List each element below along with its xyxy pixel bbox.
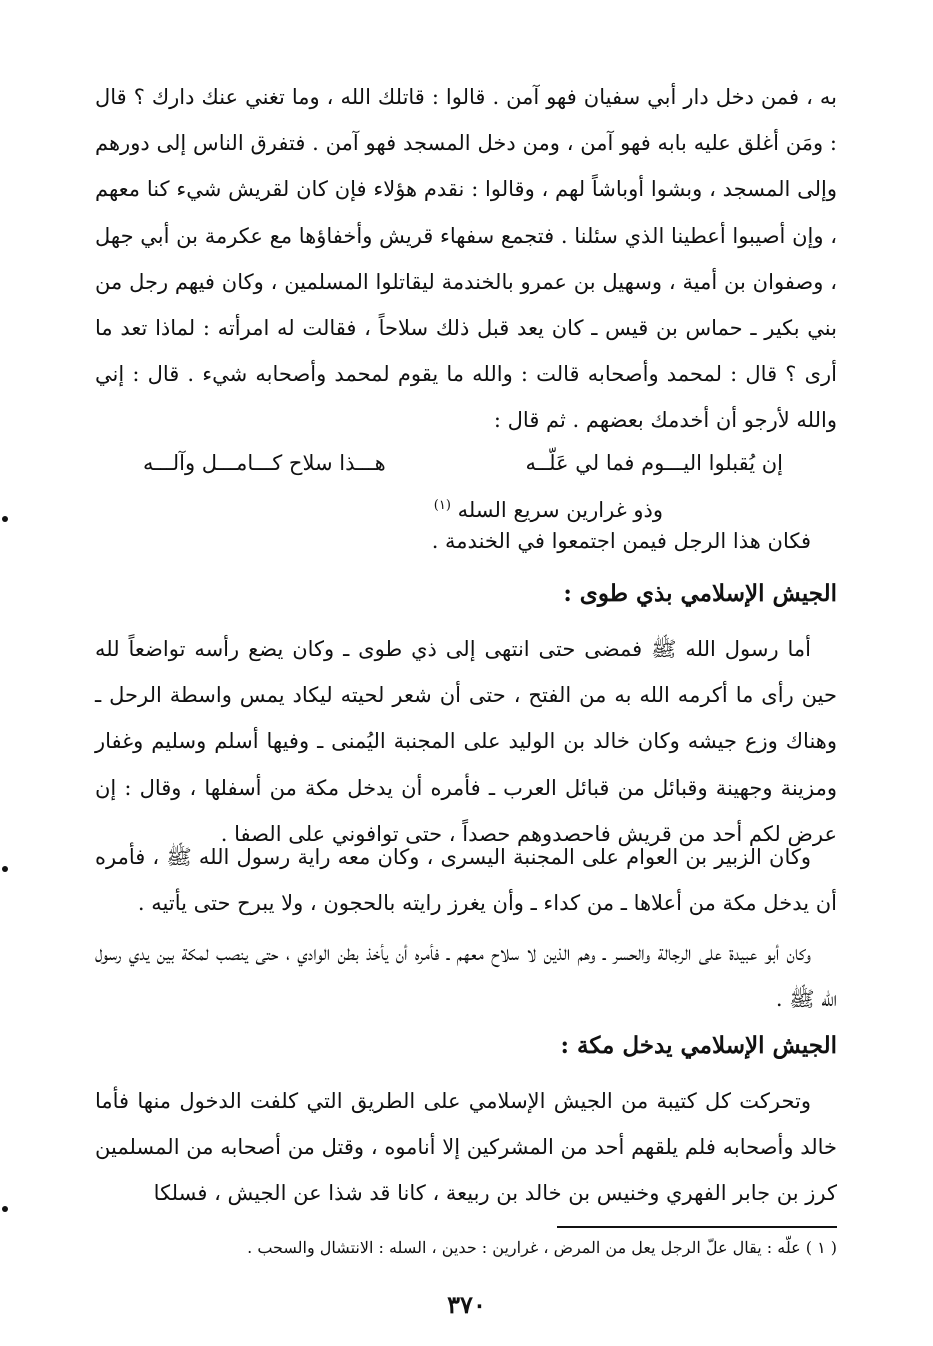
section-heading-dhi-tuwa: الجيش الإسلامي بذي طوى : [563, 580, 837, 607]
scan-edge-mark [2, 1206, 8, 1212]
paragraph-abu-ubayda: وكان أبو عبيدة على الرجالة والحسر ـ وهم الذين لا سلاح معهم ـ فأمره أن يأخذ بطن الوادي ، حتى ينصب لمكة بين يدي رسول الله ﷺ . [95, 941, 837, 1012]
section-heading-enter-makkah: الجيش الإسلامي يدخل مكة : [560, 1032, 837, 1059]
paragraph-zubayr: وكان الزبير بن العوام على المجنبة اليسرى ، وكان معه راية رسول الله ﷺ ، فأمره أن يدخل مكة من أعلاها ـ من كداء ـ وأن يغرز رايته بالحجون ، ولا يبرح حتى يأتيه . [95, 845, 837, 916]
paragraph-dhi-tuwa: أما رسول الله ﷺ فمضى حتى انتهى إلى ذي طوى ـ وكان يضع رأسه تواضعاً لله حين رأى ما أكرمه الله به من الفتح ، حتى أن شعر لحيته ليكاد يمس واسطة الرحل ـ وهناك وزع جيشه وكان خالد بن الوليد على المجنبة اليُمنى ـ وفيها أسلم وسليم وغفار ومزينة وجهينة وقبائل من قبائل العرب ـ فأمره أن يدخل مكة من أسفلها ، وقال : إن عرض لكم أحد من قريش فاحصدوهم حصداً ، حتى توافوني على الصفا . [95, 637, 837, 846]
verse-hemistich-right: إن يُقبلوا اليـــوم فما لي عَلّــه [525, 451, 783, 475]
verse-hemistich-left: هـــذا سلاح كـــامـــل وآلـــه [143, 451, 386, 475]
scan-edge-mark [2, 516, 8, 522]
page-number: ٣٧٠ [447, 1290, 486, 1319]
verse-line-2-text: وذو غرارين سريع السله [457, 498, 663, 522]
verse-block [143, 440, 783, 526]
scan-edge-mark [2, 866, 8, 872]
footnote-reference: (١) [433, 498, 451, 513]
footnote: ( ١ ) علّه : يقال علّ الرجل يعل من المرض ، غرارين : حدين ، السله : الانتشال والسحب . [247, 1238, 837, 1257]
paragraph-abu-sufyan: به ، فمن دخل دار أبي سفيان فهو آمن . قالوا : قاتلك الله ، وما تغني عنك دارك ؟ قال : ومَن أغلق عليه بابه فهو آمن ، ومن دخل المسجد فهو آمن . فتفرق الناس إلى دورهم وإلى المسجد ، وبشوا أوباشاً لهم ، وقالوا : نقدم هؤلاء فإن كان لقريش شيء كنا معهم ، وإن أصيبوا أعطينا الذي سئلنا . فتجمع سفهاء قريش وأخفاؤها مع عكرمة بن أبي جهل ، وصفوان بن أمية ، وسهيل بن عمرو بالخندمة ليقاتلوا المسلمين ، وكان فيهم رجل من بني بكير ـ حماس بن قيس ـ كان يعد قبل ذلك سلاحاً ، فقالت له امرأته : لماذا تعد ما أرى ؟ قال : لمحمد وأصحابه قالت : والله ما يقوم لمحمد وأصحابه شيء . قال : إني والله لأرجو أن أخدمك بعضهم . ثم قال : [95, 85, 837, 433]
verse-line-1 [143, 440, 783, 486]
paragraph-army-enters: وتحركت كل كتيبة من الجيش الإسلامي على الطريق التي كلفت الدخول منها فأما خالد وأصحابه فلم يلقهم أحد من المشركين إلا أناموه ، وقتل من أصحابه من المسلمين كرز بن جابر الفهري وخنيس بن خالد بن ربيعة ، كانا قد شذا عن الجيش ، فسلكا [95, 1089, 837, 1206]
paragraph-after-verse: فكان هذا الرجل فيمن اجتمعوا في الخندمة . [431, 529, 811, 553]
footnote-separator [557, 1226, 837, 1228]
